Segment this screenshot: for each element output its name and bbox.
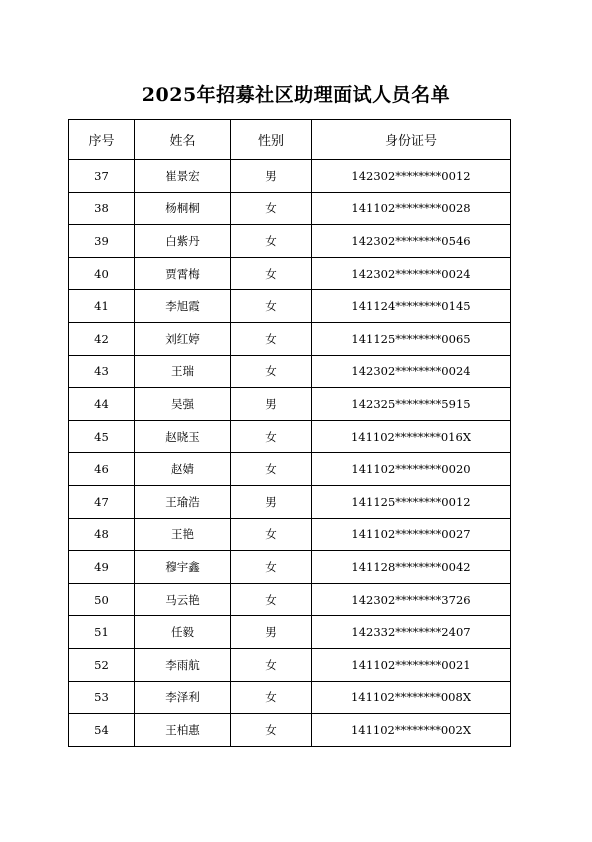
cell-name: 李雨航 [135,648,231,681]
cell-name: 赵晓玉 [135,420,231,453]
cell-seq: 38 [69,192,135,225]
table-header-row [69,120,511,160]
table-row [69,290,511,323]
cell-gender: 女 [231,257,312,290]
cell-name: 白紫丹 [135,225,231,258]
cell-gender: 男 [231,485,312,518]
cell-id-number: 141102********0020 [312,453,511,486]
cell-gender: 男 [231,616,312,649]
table-row [69,420,511,453]
cell-id-number: 142302********0024 [312,355,511,388]
page-title: 2025年招募社区助理面试人员名单 [141,84,451,106]
cell-name: 贾霄梅 [135,257,231,290]
cell-name: 马云艳 [135,583,231,616]
cell-name: 王柏惠 [135,714,231,747]
cell-name: 任毅 [135,616,231,649]
table-row [69,355,511,388]
cell-gender: 女 [231,322,312,355]
header-gender: 性别 [231,120,312,160]
cell-name: 穆宇鑫 [135,551,231,584]
cell-name: 王瑜浩 [135,485,231,518]
cell-name: 刘红婷 [135,322,231,355]
cell-id-number: 142302********0546 [312,225,511,258]
cell-seq: 45 [69,420,135,453]
cell-seq: 42 [69,322,135,355]
cell-seq: 47 [69,485,135,518]
table-row [69,485,511,518]
cell-seq: 51 [69,616,135,649]
table-row [69,388,511,421]
interview-roster-table [68,119,511,747]
cell-seq: 40 [69,257,135,290]
table-row [69,160,511,193]
header-name: 姓名 [135,120,231,160]
cell-seq: 46 [69,453,135,486]
table-row [69,714,511,747]
header-id-number: 身份证号 [312,120,511,160]
table-row [69,257,511,290]
table-row [69,583,511,616]
cell-seq: 37 [69,160,135,193]
cell-seq: 54 [69,714,135,747]
cell-gender: 女 [231,648,312,681]
cell-name: 吴强 [135,388,231,421]
cell-gender: 女 [231,681,312,714]
cell-gender: 女 [231,290,312,323]
table-row [69,551,511,584]
cell-gender: 女 [231,583,312,616]
cell-seq: 49 [69,551,135,584]
cell-gender: 女 [231,420,312,453]
cell-name: 杨桐桐 [135,192,231,225]
cell-id-number: 141124********0145 [312,290,511,323]
cell-gender: 女 [231,192,312,225]
cell-id-number: 141102********0027 [312,518,511,551]
cell-name: 王艳 [135,518,231,551]
cell-seq: 41 [69,290,135,323]
cell-gender: 女 [231,551,312,584]
cell-name: 赵婧 [135,453,231,486]
cell-gender: 女 [231,225,312,258]
cell-gender: 女 [231,518,312,551]
cell-id-number: 141125********0065 [312,322,511,355]
cell-id-number: 142325********5915 [312,388,511,421]
cell-id-number: 141102********0021 [312,648,511,681]
table-row [69,322,511,355]
cell-gender: 男 [231,388,312,421]
cell-gender: 男 [231,160,312,193]
cell-seq: 50 [69,583,135,616]
table-row [69,225,511,258]
cell-id-number: 141102********008X [312,681,511,714]
cell-id-number: 141102********002X [312,714,511,747]
cell-id-number: 142302********0012 [312,160,511,193]
cell-name: 李旭霞 [135,290,231,323]
table-row [69,453,511,486]
table-row [69,616,511,649]
cell-seq: 52 [69,648,135,681]
cell-seq: 44 [69,388,135,421]
table-row [69,648,511,681]
cell-id-number: 141125********0012 [312,485,511,518]
cell-gender: 女 [231,453,312,486]
cell-gender: 女 [231,714,312,747]
cell-seq: 48 [69,518,135,551]
cell-id-number: 142332********2407 [312,616,511,649]
cell-id-number: 141128********0042 [312,551,511,584]
cell-name: 崔景宏 [135,160,231,193]
table-row [69,518,511,551]
cell-id-number: 142302********3726 [312,583,511,616]
cell-seq: 53 [69,681,135,714]
table-row [69,681,511,714]
cell-gender: 女 [231,355,312,388]
table-row [69,192,511,225]
cell-name: 王瑞 [135,355,231,388]
header-seq: 序号 [69,120,135,160]
cell-id-number: 141102********0028 [312,192,511,225]
cell-seq: 43 [69,355,135,388]
cell-id-number: 141102********016X [312,420,511,453]
cell-seq: 39 [69,225,135,258]
cell-id-number: 142302********0024 [312,257,511,290]
cell-name: 李泽利 [135,681,231,714]
